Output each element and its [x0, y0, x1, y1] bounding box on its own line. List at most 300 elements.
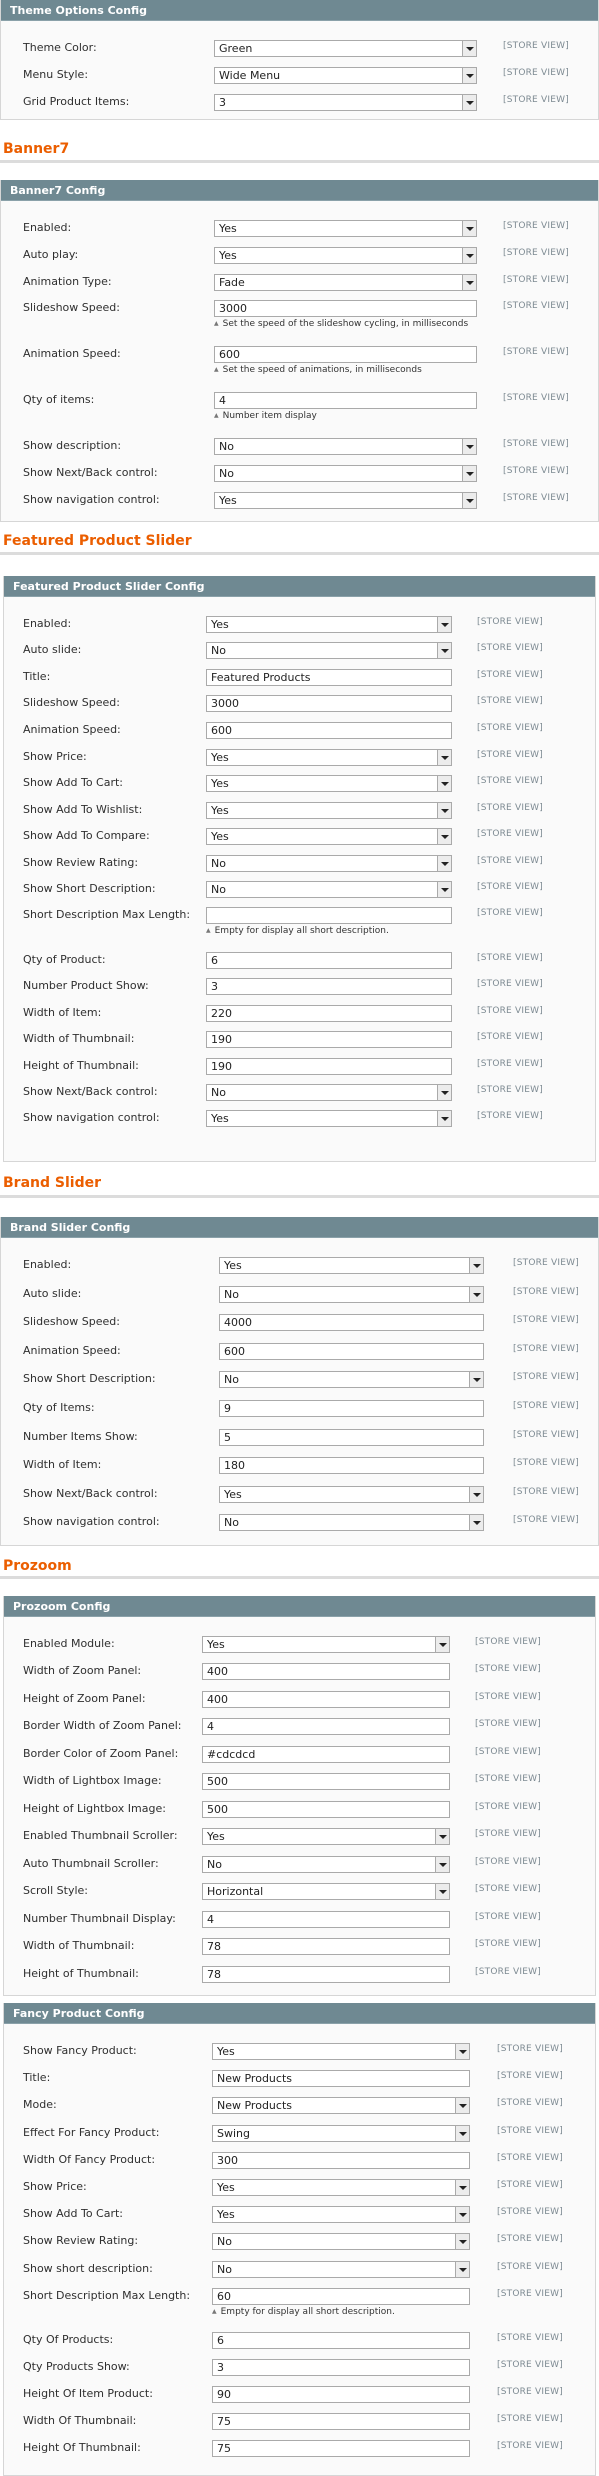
section-heading: Brand Slider: [3, 1175, 101, 1191]
chevron-down-icon[interactable]: [462, 248, 476, 263]
field-label: Short Description Max Length:: [23, 2289, 191, 2302]
store-view-scope-label: [STORE VIEW]: [503, 493, 569, 503]
store-view-scope-label: [STORE VIEW]: [503, 248, 569, 258]
store-view-scope-label: [STORE VIEW]: [477, 1059, 543, 1069]
heading-divider: [0, 1576, 599, 1579]
config-section-prozoom: [3, 1596, 596, 1996]
height-of-lightbox-image-input[interactable]: [202, 1801, 450, 1818]
field-value: 3000: [219, 302, 247, 315]
field-value: Wide Menu: [219, 69, 281, 82]
store-view-scope-label: [STORE VIEW]: [477, 776, 543, 786]
store-view-scope-label: [STORE VIEW]: [477, 803, 543, 813]
show-add-to-wishlist-select[interactable]: [206, 802, 452, 819]
field-value: 3: [211, 980, 218, 993]
chevron-down-icon[interactable]: [455, 2098, 469, 2113]
field-label: Qty Products Show:: [23, 2360, 130, 2373]
number-product-show-input[interactable]: [206, 978, 452, 995]
chevron-down-icon[interactable]: [462, 466, 476, 481]
store-view-scope-label: [STORE VIEW]: [477, 953, 543, 963]
store-view-scope-label: [STORE VIEW]: [475, 1774, 541, 1784]
chevron-down-icon[interactable]: [455, 2234, 469, 2249]
width-of-zoom-panel-input[interactable]: [202, 1663, 450, 1680]
field-value: 5: [224, 1431, 231, 1444]
animation-speed-input[interactable]: [214, 346, 477, 363]
grid-product-items-select[interactable]: [214, 94, 477, 111]
enabled-select[interactable]: [219, 1257, 484, 1274]
field-label: Show Review Rating:: [23, 2234, 139, 2247]
field-label: Grid Product Items:: [23, 95, 130, 108]
field-label: Slideshow Speed:: [23, 696, 120, 709]
chevron-down-icon[interactable]: [435, 1829, 449, 1844]
store-view-scope-label: [STORE VIEW]: [477, 670, 543, 680]
chevron-down-icon[interactable]: [435, 1857, 449, 1872]
field-value: Yes: [207, 1638, 225, 1651]
field-label: Width of Zoom Panel:: [23, 1664, 142, 1677]
store-view-scope-label: [STORE VIEW]: [477, 882, 543, 892]
show-short-description-select[interactable]: [219, 1371, 484, 1388]
show-add-to-cart-select[interactable]: [206, 775, 452, 792]
field-hint: ▲ Number item display: [214, 411, 317, 421]
field-label: Number Items Show:: [23, 1430, 138, 1443]
field-label: Height Of Thumbnail:: [23, 2441, 141, 2454]
field-label: Effect For Fancy Product:: [23, 2126, 160, 2139]
chevron-down-icon[interactable]: [455, 2180, 469, 2195]
width-of-thumbnail-input[interactable]: [206, 1031, 452, 1048]
store-view-scope-label: [STORE VIEW]: [475, 1829, 541, 1839]
field-label: Width Of Fancy Product:: [23, 2153, 156, 2166]
chevron-down-icon[interactable]: [437, 617, 451, 632]
show-navigation-control-select[interactable]: [219, 1514, 484, 1531]
field-value: No: [211, 857, 226, 870]
slideshow-speed-input[interactable]: [214, 300, 477, 317]
auto-play-select[interactable]: [214, 247, 477, 264]
show-add-to-compare-select[interactable]: [206, 828, 452, 845]
menu-style-select[interactable]: [214, 67, 477, 84]
auto-thumbnail-scroller-select[interactable]: [202, 1856, 450, 1873]
chevron-down-icon[interactable]: [435, 1637, 449, 1652]
width-of-lightbox-image-input[interactable]: [202, 1773, 450, 1790]
store-view-scope-label: [STORE VIEW]: [497, 2207, 563, 2217]
field-hint: ▲ Set the speed of the slideshow cycling, in milliseconds: [214, 319, 468, 329]
field-label: Show Short Description:: [23, 1372, 156, 1385]
animation-type-select[interactable]: [214, 274, 477, 291]
show-short-description-select[interactable]: [212, 2261, 470, 2278]
field-value: 220: [211, 1007, 232, 1020]
field-label: Number Product Show:: [23, 979, 149, 992]
field-label: Qty of Items:: [23, 1401, 95, 1414]
store-view-scope-label: [STORE VIEW]: [477, 829, 543, 839]
width-of-fancy-product-input[interactable]: [212, 2152, 470, 2169]
field-label: Menu Style:: [23, 68, 89, 81]
store-view-scope-label: [STORE VIEW]: [477, 1111, 543, 1121]
show-next-back-control-select[interactable]: [214, 465, 477, 482]
qty-products-show-input[interactable]: [212, 2359, 470, 2376]
field-label: Show short description:: [23, 2262, 153, 2275]
field-label: Height Of Item Product:: [23, 2387, 153, 2400]
store-view-scope-label: [STORE VIEW]: [475, 1884, 541, 1894]
store-view-scope-label: [STORE VIEW]: [475, 1637, 541, 1647]
field-label: Show Short Description:: [23, 882, 156, 895]
chevron-down-icon[interactable]: [437, 776, 451, 791]
store-view-scope-label: [STORE VIEW]: [477, 696, 543, 706]
field-value: 3: [217, 2361, 224, 2374]
scroll-style-select[interactable]: [202, 1883, 450, 1900]
store-view-scope-label: [STORE VIEW]: [497, 2153, 563, 2163]
chevron-down-icon[interactable]: [469, 1372, 483, 1387]
field-label: Width of Thumbnail:: [23, 1032, 135, 1045]
store-view-scope-label: [STORE VIEW]: [475, 1912, 541, 1922]
chevron-down-icon[interactable]: [462, 95, 476, 110]
store-view-scope-label: [STORE VIEW]: [477, 750, 543, 760]
store-view-scope-label: [STORE VIEW]: [497, 2360, 563, 2370]
section-title[interactable]: Brand Slider Config: [1, 1217, 598, 1238]
store-view-scope-label: [STORE VIEW]: [513, 1315, 579, 1325]
chevron-down-icon[interactable]: [437, 856, 451, 871]
chevron-down-icon[interactable]: [455, 2126, 469, 2141]
field-label: Slideshow Speed:: [23, 1315, 120, 1328]
chevron-down-icon[interactable]: [462, 41, 476, 56]
store-view-scope-label: [STORE VIEW]: [513, 1487, 579, 1497]
chevron-down-icon[interactable]: [469, 1515, 483, 1530]
store-view-scope-label: [STORE VIEW]: [477, 908, 543, 918]
field-value: 600: [224, 1345, 245, 1358]
width-of-item-input[interactable]: [206, 1005, 452, 1022]
slideshow-speed-input[interactable]: [219, 1314, 484, 1331]
store-view-scope-label: [STORE VIEW]: [475, 1802, 541, 1812]
show-navigation-control-select[interactable]: [214, 492, 477, 509]
field-value: 9: [224, 1402, 231, 1415]
field-label: Auto slide:: [23, 1287, 82, 1300]
store-view-scope-label: [STORE VIEW]: [503, 95, 569, 105]
width-of-thumbnail-input[interactable]: [202, 1938, 450, 1955]
show-review-rating-select[interactable]: [206, 855, 452, 872]
field-label: Show navigation control:: [23, 1111, 160, 1124]
store-view-scope-label: [STORE VIEW]: [513, 1515, 579, 1525]
field-value: No: [217, 2263, 232, 2276]
chevron-down-icon[interactable]: [437, 643, 451, 658]
store-view-scope-label: [STORE VIEW]: [477, 979, 543, 989]
field-value: 190: [211, 1033, 232, 1046]
field-value: No: [217, 2235, 232, 2248]
config-section-fancy: [3, 2003, 596, 2476]
field-label: Enabled:: [23, 617, 72, 630]
show-short-description-select[interactable]: [206, 881, 452, 898]
field-value: Yes: [217, 2181, 235, 2194]
field-value: No: [224, 1288, 239, 1301]
field-label: Height of Thumbnail:: [23, 1059, 139, 1072]
field-label: Short Description Max Length:: [23, 908, 191, 921]
field-value: 190: [211, 1060, 232, 1073]
field-value: 75: [217, 2442, 231, 2455]
field-label: Auto play:: [23, 248, 79, 261]
field-value: 78: [207, 1968, 221, 1981]
field-label: Theme Color:: [23, 41, 97, 54]
field-label: Show navigation control:: [23, 493, 160, 506]
heading-divider: [0, 552, 599, 555]
chevron-down-icon[interactable]: [462, 439, 476, 454]
field-value: 90: [217, 2388, 231, 2401]
field-label: Show Next/Back control:: [23, 1085, 158, 1098]
qty-of-product-input[interactable]: [206, 952, 452, 969]
field-label: Show Next/Back control:: [23, 466, 158, 479]
store-view-scope-label: [STORE VIEW]: [475, 1692, 541, 1702]
show-price-select[interactable]: [212, 2179, 470, 2196]
chevron-down-icon[interactable]: [469, 1287, 483, 1302]
chevron-down-icon[interactable]: [437, 750, 451, 765]
section-title[interactable]: Featured Product Slider Config: [4, 576, 595, 597]
field-value: No: [219, 467, 234, 480]
title-input[interactable]: [212, 2070, 470, 2087]
chevron-down-icon[interactable]: [455, 2207, 469, 2222]
height-of-thumbnail-input[interactable]: [206, 1058, 452, 1075]
field-label: Border Color of Zoom Panel:: [23, 1747, 179, 1760]
show-navigation-control-select[interactable]: [206, 1110, 452, 1127]
auto-slide-select[interactable]: [219, 1286, 484, 1303]
show-next-back-control-select[interactable]: [219, 1486, 484, 1503]
field-value: Yes: [217, 2208, 235, 2221]
qty-of-items-input[interactable]: [219, 1400, 484, 1417]
store-view-scope-label: [STORE VIEW]: [503, 393, 569, 403]
field-label: Show Add To Compare:: [23, 829, 150, 842]
height-of-thumbnail-input[interactable]: [202, 1966, 450, 1983]
qty-of-items-input[interactable]: [214, 392, 477, 409]
field-label: Width of Thumbnail:: [23, 1939, 135, 1952]
field-value: 3: [219, 96, 226, 109]
store-view-scope-label: [STORE VIEW]: [477, 617, 543, 627]
field-value: Swing: [217, 2127, 250, 2140]
chevron-down-icon[interactable]: [455, 2044, 469, 2059]
store-view-scope-label: [STORE VIEW]: [503, 466, 569, 476]
store-view-scope-label: [STORE VIEW]: [475, 1967, 541, 1977]
chevron-down-icon[interactable]: [469, 1487, 483, 1502]
heading-divider: [0, 160, 599, 163]
field-value: #cdcdcd: [207, 1748, 256, 1761]
chevron-down-icon[interactable]: [469, 1258, 483, 1273]
field-label: Height of Zoom Panel:: [23, 1692, 146, 1705]
field-value: Yes: [211, 1112, 229, 1125]
field-value: 500: [207, 1803, 228, 1816]
field-value: Yes: [219, 222, 237, 235]
field-value: Yes: [211, 830, 229, 843]
store-view-scope-label: [STORE VIEW]: [503, 275, 569, 285]
short-description-max-length-input[interactable]: [206, 907, 452, 924]
field-label: Qty of items:: [23, 393, 95, 406]
enabled-thumbnail-scroller-select[interactable]: [202, 1828, 450, 1845]
store-view-scope-label: [STORE VIEW]: [475, 1939, 541, 1949]
number-thumbnail-display-input[interactable]: [202, 1911, 450, 1928]
store-view-scope-label: [STORE VIEW]: [513, 1401, 579, 1411]
field-label: Auto Thumbnail Scroller:: [23, 1857, 159, 1870]
field-value: Featured Products: [211, 671, 311, 684]
width-of-item-input[interactable]: [219, 1457, 484, 1474]
field-value: No: [211, 1086, 226, 1099]
field-label: Width of Item:: [23, 1458, 102, 1471]
number-items-show-input[interactable]: [219, 1429, 484, 1446]
field-value: 4: [219, 394, 226, 407]
field-label: Animation Type:: [23, 275, 112, 288]
field-label: Enabled Thumbnail Scroller:: [23, 1829, 178, 1842]
field-value: 4000: [224, 1316, 252, 1329]
animation-speed-input[interactable]: [219, 1343, 484, 1360]
field-label: Width Of Thumbnail:: [23, 2414, 137, 2427]
chevron-down-icon[interactable]: [435, 1884, 449, 1899]
mode-select[interactable]: [212, 2097, 470, 2114]
store-view-scope-label: [STORE VIEW]: [513, 1458, 579, 1468]
store-view-scope-label: [STORE VIEW]: [497, 2333, 563, 2343]
field-value: 180: [224, 1459, 245, 1472]
field-value: No: [224, 1516, 239, 1529]
field-label: Show Add To Cart:: [23, 776, 124, 789]
heading-divider: [0, 1195, 599, 1198]
field-value: Yes: [217, 2045, 235, 2058]
chevron-down-icon[interactable]: [455, 2262, 469, 2277]
short-description-max-length-input[interactable]: [212, 2288, 470, 2305]
field-label: Show Fancy Product:: [23, 2044, 137, 2057]
effect-for-fancy-product-select[interactable]: [212, 2125, 470, 2142]
field-hint: ▲ Empty for display all short description.: [212, 2307, 395, 2317]
field-label: Animation Speed:: [23, 347, 121, 360]
field-value: Yes: [211, 618, 229, 631]
qty-of-products-input[interactable]: [212, 2332, 470, 2349]
field-label: Show description:: [23, 439, 122, 452]
field-label: Show navigation control:: [23, 1515, 160, 1528]
border-width-of-zoom-panel-input[interactable]: [202, 1718, 450, 1735]
store-view-scope-label: [STORE VIEW]: [503, 301, 569, 311]
field-value: Yes: [224, 1259, 242, 1272]
border-color-of-zoom-panel-input[interactable]: [202, 1746, 450, 1763]
height-of-thumbnail-input[interactable]: [212, 2440, 470, 2457]
field-label: Show Price:: [23, 750, 87, 763]
store-view-scope-label: [STORE VIEW]: [497, 2289, 563, 2299]
field-value: 400: [207, 1693, 228, 1706]
field-label: Enabled:: [23, 1258, 72, 1271]
field-value: Yes: [207, 1830, 225, 1843]
field-value: 60: [217, 2290, 231, 2303]
field-value: Horizontal: [207, 1885, 264, 1898]
field-label: Scroll Style:: [23, 1884, 88, 1897]
store-view-scope-label: [STORE VIEW]: [475, 1664, 541, 1674]
section-title[interactable]: Fancy Product Config: [4, 2003, 595, 2024]
section-title[interactable]: Banner7 Config: [1, 180, 598, 201]
field-value: Fade: [219, 276, 245, 289]
field-value: Yes: [219, 494, 237, 507]
title-input[interactable]: [206, 669, 452, 686]
store-view-scope-label: [STORE VIEW]: [475, 1719, 541, 1729]
config-section-featured: [3, 576, 596, 1162]
show-price-select[interactable]: [206, 749, 452, 766]
store-view-scope-label: [STORE VIEW]: [513, 1258, 579, 1268]
section-heading: Banner7: [3, 141, 70, 157]
enabled-module-select[interactable]: [202, 1636, 450, 1653]
chevron-down-icon[interactable]: [437, 829, 451, 844]
animation-speed-input[interactable]: [206, 722, 452, 739]
store-view-scope-label: [STORE VIEW]: [497, 2387, 563, 2397]
store-view-scope-label: [STORE VIEW]: [477, 1032, 543, 1042]
field-label: Show Review Rating:: [23, 856, 139, 869]
field-value: No: [207, 1858, 222, 1871]
store-view-scope-label: [STORE VIEW]: [503, 68, 569, 78]
chevron-down-icon[interactable]: [437, 1085, 451, 1100]
store-view-scope-label: [STORE VIEW]: [497, 2262, 563, 2272]
chevron-down-icon[interactable]: [462, 221, 476, 236]
show-next-back-control-select[interactable]: [206, 1084, 452, 1101]
field-label: Enabled:: [23, 221, 72, 234]
chevron-down-icon[interactable]: [437, 882, 451, 897]
field-value: 400: [207, 1665, 228, 1678]
chevron-down-icon[interactable]: [437, 1111, 451, 1126]
field-label: Height of Lightbox Image:: [23, 1802, 166, 1815]
store-view-scope-label: [STORE VIEW]: [477, 856, 543, 866]
section-title[interactable]: Theme Options Config: [1, 0, 598, 21]
field-label: Title:: [23, 670, 51, 683]
store-view-scope-label: [STORE VIEW]: [497, 2441, 563, 2451]
field-value: 3000: [211, 697, 239, 710]
field-value: 600: [211, 724, 232, 737]
field-label: Number Thumbnail Display:: [23, 1912, 176, 1925]
field-label: Height of Thumbnail:: [23, 1967, 139, 1980]
store-view-scope-label: [STORE VIEW]: [477, 643, 543, 653]
field-label: Animation Speed:: [23, 1344, 121, 1357]
slideshow-speed-input[interactable]: [206, 695, 452, 712]
field-label: Mode:: [23, 2098, 57, 2111]
field-label: Slideshow Speed:: [23, 301, 120, 314]
height-of-item-product-input[interactable]: [212, 2386, 470, 2403]
config-section-brand: [0, 1217, 599, 1546]
enabled-select[interactable]: [214, 220, 477, 237]
section-heading: Prozoom: [3, 1558, 72, 1574]
field-value: New Products: [217, 2099, 292, 2112]
store-view-scope-label: [STORE VIEW]: [475, 1747, 541, 1757]
field-value: New Products: [217, 2072, 292, 2085]
config-section-theme: [0, 0, 599, 120]
store-view-scope-label: [STORE VIEW]: [513, 1344, 579, 1354]
field-value: No: [219, 440, 234, 453]
field-value: 500: [207, 1775, 228, 1788]
store-view-scope-label: [STORE VIEW]: [477, 1006, 543, 1016]
field-value: Yes: [211, 804, 229, 817]
field-label: Show Add To Wishlist:: [23, 803, 143, 816]
chevron-down-icon[interactable]: [462, 275, 476, 290]
show-add-to-cart-select[interactable]: [212, 2206, 470, 2223]
chevron-down-icon[interactable]: [462, 68, 476, 83]
field-value: Green: [219, 42, 253, 55]
auto-slide-select[interactable]: [206, 642, 452, 659]
theme-color-select[interactable]: [214, 40, 477, 57]
field-label: Qty Of Products:: [23, 2333, 114, 2346]
field-label: Qty of Product:: [23, 953, 106, 966]
store-view-scope-label: [STORE VIEW]: [497, 2234, 563, 2244]
config-section-banner7: [0, 180, 599, 522]
show-description-select[interactable]: [214, 438, 477, 455]
field-label: Border Width of Zoom Panel:: [23, 1719, 182, 1732]
store-view-scope-label: [STORE VIEW]: [497, 2044, 563, 2054]
width-of-thumbnail-input[interactable]: [212, 2413, 470, 2430]
show-fancy-product-select[interactable]: [212, 2043, 470, 2060]
section-title[interactable]: Prozoom Config: [4, 1596, 595, 1617]
chevron-down-icon[interactable]: [462, 493, 476, 508]
chevron-down-icon[interactable]: [437, 803, 451, 818]
show-review-rating-select[interactable]: [212, 2233, 470, 2250]
field-label: Animation Speed:: [23, 723, 121, 736]
field-value: 4: [207, 1720, 214, 1733]
field-value: Yes: [224, 1488, 242, 1501]
field-label: Width of Lightbox Image:: [23, 1774, 162, 1787]
enabled-select[interactable]: [206, 616, 452, 633]
height-of-zoom-panel-input[interactable]: [202, 1691, 450, 1708]
store-view-scope-label: [STORE VIEW]: [513, 1430, 579, 1440]
section-heading: Featured Product Slider: [3, 533, 192, 549]
field-value: 600: [219, 348, 240, 361]
